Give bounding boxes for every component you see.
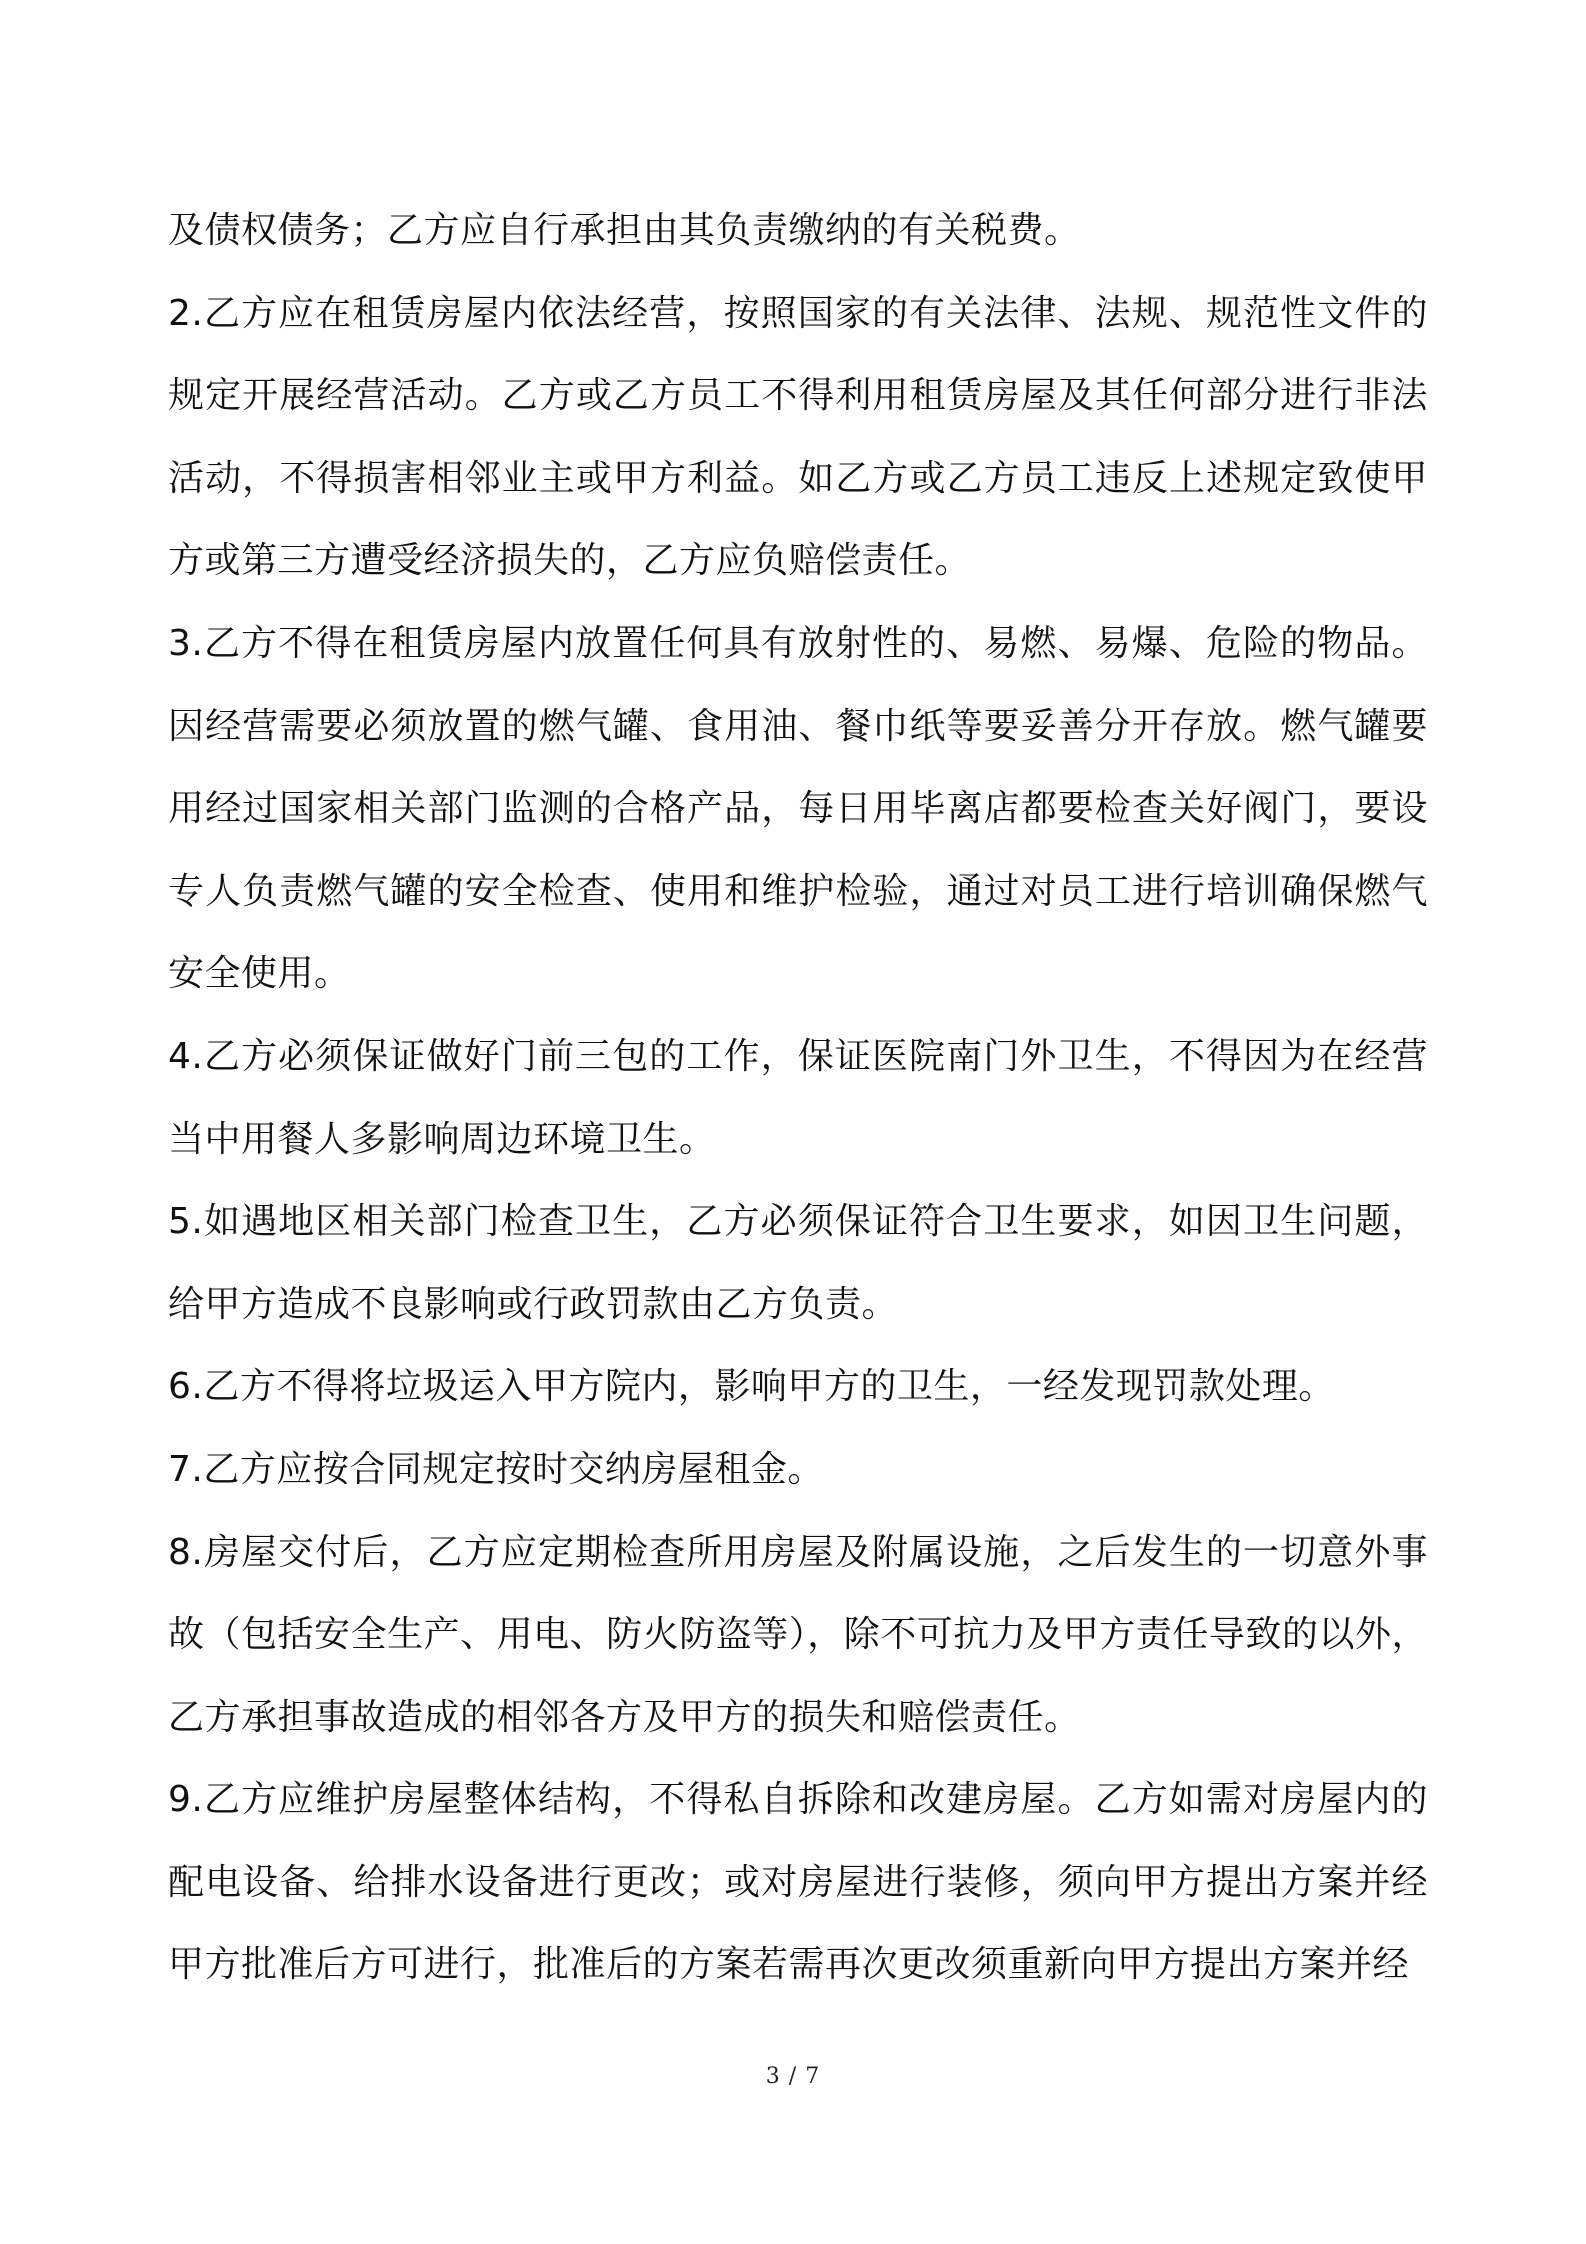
document-body: [168, 190, 1428, 2007]
paragraph-clause-7: 7.乙方应按合同规定按时交纳房屋租金。: [168, 1448, 824, 1490]
paragraph-clause-6: 6.乙方不得将垃圾运入甲方院内，影响甲方的卫生，一经发现罚款处理。: [168, 1366, 1335, 1408]
paragraph-clause-2: 2.乙方应在租赁房屋内依法经营，按照国家的有关法律、法规、规范性文件的规定开展经营活动。乙方或乙方员工不得利用租赁房屋及其任何部分进行非法活动，不得损害相邻业主或甲方利益。如乙方或乙方员工违反上述规定致使甲方或第三方遭受经济损失的，乙方应负赔偿责任。: [168, 292, 1428, 582]
paragraph-clause-9: 9.乙方应维护房屋整体结构，不得私自拆除和改建房屋。乙方如需对房屋内的配电设备、给排水设备进行更改；或对房屋进行装修，须向甲方提出方案并经甲方批准后方可进行，批准后的方案若需再次更改须重新向甲方提出方案并经: [168, 1779, 1428, 1986]
paragraph-clause-3: 3.乙方不得在租赁房屋内放置任何具有放射性的、易燃、易爆、危险的物品。因经营需要必须放置的燃气罐、食用油、餐巾纸等要妥善分开存放。燃气罐要用经过国家相关部门监测的合格产品，每日用毕离店都要检查关好阀门，要设专人负责燃气罐的安全检查、使用和维护检验，通过对员工进行培训确保燃气安全使用。: [168, 622, 1428, 995]
paragraph-continuation: 及债权债务；乙方应自行承担由其负责缴纳的有关税费。: [168, 210, 1081, 251]
paragraph-clause-8: 8.房屋交付后，乙方应定期检查所用房屋及附属设施，之后发生的一切意外事故（包括安全生产、用电、防火防盗等），除不可抗力及甲方责任导致的以外，乙方承担事故造成的相邻各方及甲方的损失和赔偿责任。: [168, 1531, 1428, 1738]
paragraph-clause-5: 5.如遇地区相关部门检查卫生，乙方必须保证符合卫生要求，如因卫生问题，给甲方造成不良影响或行政罚款由乙方负责。: [168, 1201, 1428, 1325]
page-number: 3 / 7: [765, 2064, 821, 2089]
paragraph-clause-4: 4.乙方必须保证做好门前三包的工作，保证医院南门外卫生，不得因为在经营当中用餐人多影响周边环境卫生。: [168, 1035, 1428, 1160]
